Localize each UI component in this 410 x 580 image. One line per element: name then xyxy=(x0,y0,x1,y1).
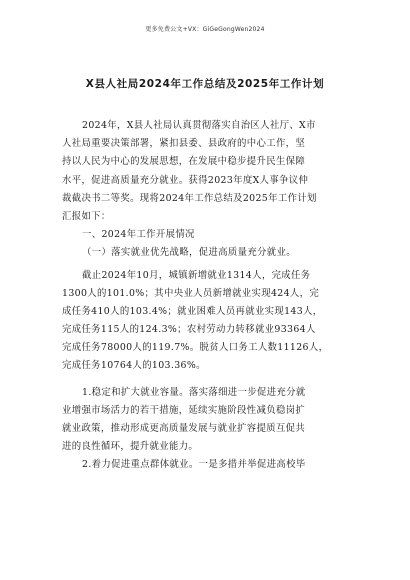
text-line: 截止2024年10月，城镇新增就业1314人，完成任务 xyxy=(82,269,311,281)
paragraph-intro xyxy=(62,117,352,226)
text-line: 完成任务78000人的119.7%。脱贫人口务工人数11126人， xyxy=(62,342,329,354)
text-line: 1300人的101.0%；其中央业人员新增就业实现424人，完 xyxy=(62,287,320,299)
paragraph-item-2 xyxy=(62,456,352,474)
paragraph-statistics xyxy=(62,267,352,376)
text-line: 水平，促进高质量充分就业。获得2023年度X人事争议仲 xyxy=(62,174,309,186)
text-line: 成任务410人的103.4%；就业困难人员再就业实现143人， xyxy=(62,305,323,317)
text-line: 完成任务115人的124.3%；农村劳动力转移就业93364人 xyxy=(62,324,316,336)
text-line: 汇报如下： xyxy=(62,210,111,222)
text-line: 就业政策，推动形成更高质量发展与就业扩容提质互促共 xyxy=(62,423,306,434)
paragraph-item-1 xyxy=(62,384,352,457)
section-heading xyxy=(62,226,352,244)
text-line: 人社局重要决策部署，紧扣县委、县政府的中心工作，坚 xyxy=(62,138,306,150)
text-line: 完成任务10764人的103.36%。 xyxy=(62,360,206,372)
text-line: 2.着力促进重点群体就业。一是多措并举促进高校毕 xyxy=(82,459,306,471)
document-body xyxy=(62,117,352,475)
text-line: 一、2024年工作开展情况 xyxy=(82,229,195,241)
document-title: X县人社局2024年工作总结及2025年工作计划 xyxy=(85,78,325,90)
text-line: 1.稳定和扩大就业容量。落实落细进一步促进充分就 xyxy=(82,386,306,398)
text-line: 持以人民为中心的发展思想，在发展中稳步提升民生保障 xyxy=(62,156,306,168)
text-line: （一）落实就业优先战略，促进高质量充分就业。 xyxy=(82,247,296,259)
text-line: 业增强市场活力的若干措施，延续实施阶段性减负稳岗扩 xyxy=(62,404,306,416)
text-line: 2024年，X县人社局认真贯彻落实自治区人社厅、X市 xyxy=(82,120,316,131)
text-line: 进的良性循环，提升就业能力。 xyxy=(62,441,199,453)
header-note: 更多免费公文+VX：GiGeGongWen2024 xyxy=(145,26,265,33)
subsection-heading xyxy=(62,244,352,262)
text-line: 裁截决书二等奖。现将2024年工作总结及2025年工作计划 xyxy=(62,192,317,204)
